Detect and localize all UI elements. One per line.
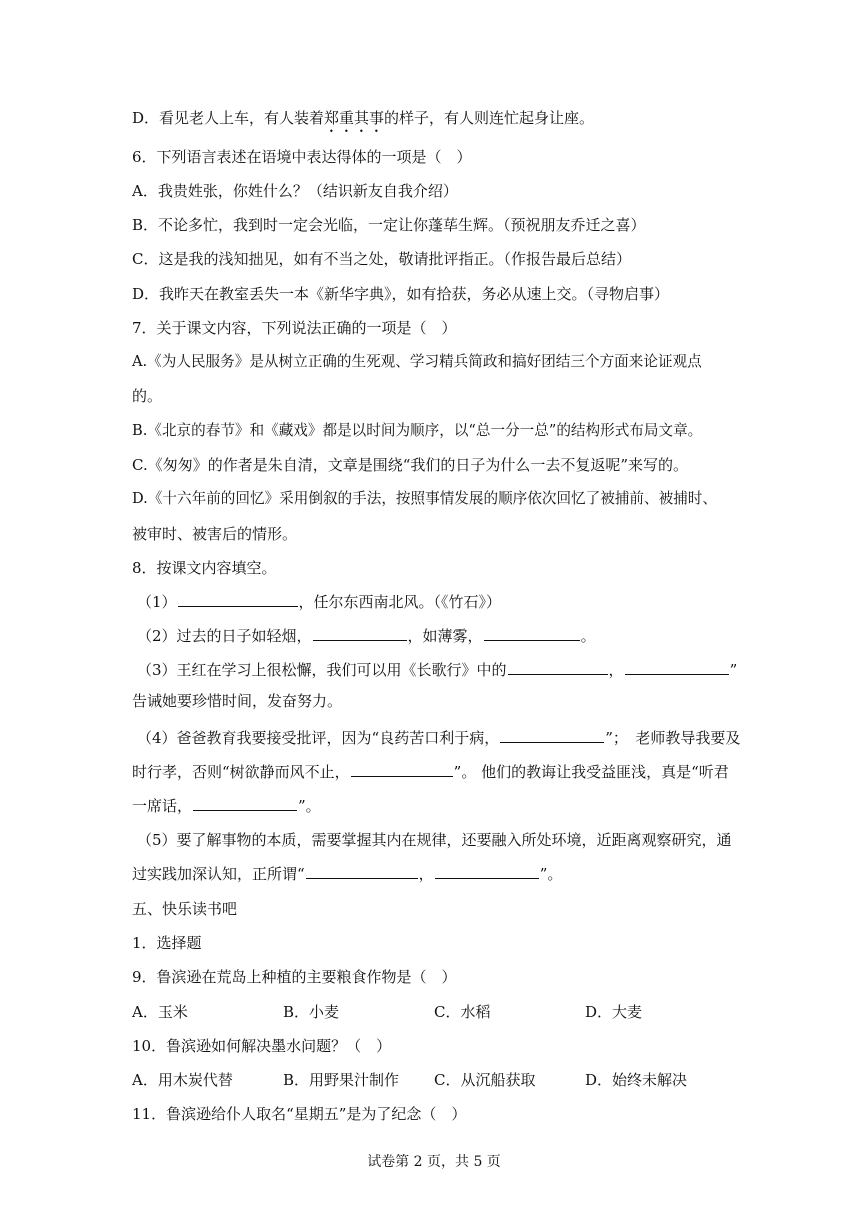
q9-option-b[interactable]: B．小麦: [283, 1003, 340, 1021]
q6-option-a: A．我贵姓张，你姓什么？（结识新友自我介绍）: [132, 182, 458, 200]
q9-option-c[interactable]: C．水稻: [434, 1003, 491, 1021]
q8-item-4-line1: [137, 728, 740, 748]
q7-stem: 7．关于课文内容，下列说法正确的一项是（ ）: [132, 319, 457, 337]
q9-stem: 9．鲁滨逊在荒岛上种植的主要粮食作物是（ ）: [132, 968, 457, 986]
q8-item-4-line2: [132, 762, 729, 782]
q8-item-5-suffix: ”。: [539, 865, 563, 883]
q6-option-d: D．我昨天在教室丢失一本《新华字典》，如有拾获，务必从速上交。（寻物启事）: [132, 285, 670, 303]
fill-blank[interactable]: [351, 762, 453, 777]
q8-stem: 8．按课文内容填空。: [132, 559, 277, 577]
section-title: 五、快乐读书吧: [132, 900, 238, 918]
q8-item-2-middle: ，如薄雾，: [407, 627, 483, 645]
q5-option-d-before: D．看见老人上车，有人装着: [132, 109, 325, 127]
q9-option-a[interactable]: A．玉米: [132, 1003, 188, 1021]
fill-blank[interactable]: [193, 796, 297, 811]
q7-option-a-line1: A.《为人民服务》是从树立正确的生死观、学习精兵简政和搞好团结三个方面来论证观点: [132, 353, 702, 370]
q8-item-5-prefix: 过实践加深认知，正所谓“: [132, 865, 305, 883]
q8-item-3-line2: 告诫她要珍惜时间，发奋努力。: [132, 692, 343, 710]
q6-option-c: C．这是我的浅知拙见，如有不当之处，敬请批评指正。（作报告最后总结）: [132, 250, 631, 268]
q8-item-4-line2-suffix: ”。 他们的教诲让我受益匪浅，真是“听君: [453, 763, 729, 781]
fill-blank[interactable]: [435, 864, 539, 879]
fill-blank[interactable]: [313, 626, 407, 641]
q10-option-b[interactable]: B．用野果汁制作: [283, 1071, 400, 1089]
q8-item-5-line2: [132, 864, 562, 884]
q10-option-c[interactable]: C．从沉船获取: [434, 1071, 536, 1089]
q8-item-4-line2-prefix: 时行孝，否则“树欲静而风不止，: [132, 763, 350, 781]
q10-stem: 10．鲁滨逊如何解决墨水问题？（ ）: [132, 1037, 392, 1055]
q7-option-d-line2: 被审时、被害后的情形。: [132, 525, 298, 543]
q5-option-d-emphasis: 郑重其事: [324, 109, 385, 127]
fill-blank[interactable]: [178, 592, 298, 607]
q7-option-c: C.《匆匆》的作者是朱自清，文章是围绕“我们的日子为什么一去不复返呢”来写的。: [132, 456, 689, 474]
q8-item-5-middle: ，: [418, 865, 434, 883]
q8-item-2-suffix: 。: [580, 627, 596, 645]
q10-option-a[interactable]: A．用木炭代替: [132, 1071, 233, 1089]
q11-stem: 11．鲁滨逊给仆人取名“星期五”是为了纪念（ ）: [132, 1105, 467, 1123]
q6-stem: 6．下列语言表述在语境中表达得体的一项是（ ）: [132, 148, 472, 166]
q8-item-1: [137, 592, 501, 612]
q8-item-5-line1: （5）要了解事物的本质，需要掌握其内在规律，还要融入所处环境，近距离观察研究，通: [137, 831, 732, 849]
fill-blank[interactable]: [625, 660, 729, 675]
fill-blank[interactable]: [508, 660, 608, 675]
q10-option-d[interactable]: D．始终未解决: [585, 1071, 688, 1089]
q8-item-3-middle: ，: [608, 661, 624, 679]
q8-item-4-prefix: （4）爸爸教育我要接受批评，因为“良药苦口利于病，: [137, 729, 500, 747]
q8-item-3-prefix: （3）王红在学习上很松懈，我们可以用《长歌行》中的: [137, 661, 507, 679]
q8-item-1-suffix: ，任尔东西南北风。（《竹石》）: [298, 593, 502, 611]
q6-option-b: B．不论多忙，我到时一定会光临，一定让你蓬荜生辉。（预祝朋友乔迁之喜）: [132, 216, 646, 234]
q8-item-3-suffix: ”: [729, 661, 738, 679]
q8-item-2-prefix: （2）过去的日子如轻烟，: [137, 627, 312, 645]
q9-option-d[interactable]: D．大麦: [585, 1003, 643, 1021]
q8-item-4-line3: [132, 796, 321, 816]
q7-option-a-line2: 的。: [132, 387, 163, 405]
fill-blank[interactable]: [306, 864, 418, 879]
q8-item-2: [137, 626, 596, 646]
q8-item-4-line3-prefix: 一席话，: [132, 797, 193, 815]
q5-option-d: [132, 108, 594, 136]
q7-option-b: B.《北京的春节》和《藏戏》都是以时间为顺序，以“总一分一总”的结构形式布局文章。: [132, 422, 703, 439]
fill-blank[interactable]: [500, 728, 604, 743]
q8-item-4-line3-suffix: ”。: [298, 797, 321, 815]
page-footer: 试卷第 2 页，共 5 页: [367, 1154, 501, 1170]
section-subtitle: 1．选择题: [132, 934, 202, 952]
q8-item-1-prefix: （1）: [137, 593, 177, 611]
fill-blank[interactable]: [484, 626, 580, 641]
q7-option-d-line1: D.《十六年前的回忆》采用倒叙的手法，按照事情发展的顺序依次回忆了被捕前、被捕时、: [132, 490, 717, 507]
q8-item-4-suffix: ”； 老师教导我要及: [605, 729, 741, 747]
q8-item-3-line1: [137, 660, 737, 680]
q5-option-d-after: 的样子，有人则连忙起身让座。: [384, 109, 595, 127]
